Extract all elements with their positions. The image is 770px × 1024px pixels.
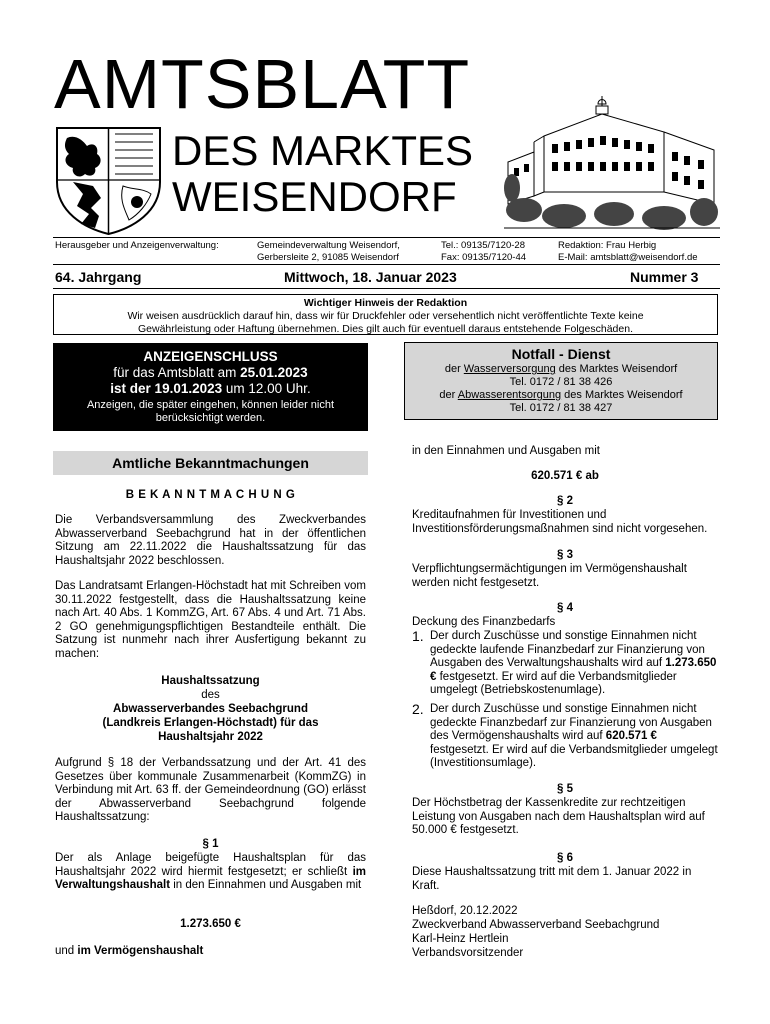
left-paragraph-3: Aufgrund § 18 der Verbandssatzung und der Art. 41 des Gesetzes über kommunale Zusammenarbeit (KommZG) in Verbindung mit Art. 63 ff. der Gemeindeordnung (GO) erlässt der Abwasserverband Seebachgrund folgende Haushaltssatzung:: [55, 757, 366, 823]
list-item-2-amount: 620.571 €: [605, 730, 657, 742]
imprint-address-line-2: Gerbersleite 2, 91085 Weisendorf: [257, 252, 399, 263]
coat-of-arms-image: [53, 124, 164, 236]
left-paragraph-4-text: Der als Anlage beigefügte Haushaltsplan für das Haushaltsjahr 2022 wird hiermit festgesetzt; er schließt: [55, 852, 366, 878]
imprint-email: E-Mail: amtsblatt@weisendorf.de: [558, 252, 698, 263]
ad-deadline-issue-date: 25.01.2023: [240, 365, 308, 380]
left-paragraph-4: [55, 852, 366, 893]
masthead-title: AMTSBLATT: [54, 45, 471, 123]
ad-deadline-line-2: [53, 365, 368, 381]
right-paragraph-4: Deckung des Finanzbedarfs: [412, 616, 556, 628]
statute-title-3: Abwasserverbandes Seebachgrund: [113, 703, 308, 715]
section-4-heading: § 4: [557, 602, 573, 614]
emergency-service-box: [404, 342, 718, 420]
left-paragraph-5-text: und: [55, 945, 78, 957]
emergency-sewage-phone: Tel. 0172 / 81 38 427: [509, 402, 613, 414]
ad-deadline-line-4: Anzeigen, die später eingehen, können leider nicht: [86, 399, 335, 411]
right-paragraph-3: Verpflichtungsermächtigungen im Vermögenshaushalt werden nicht festgesetzt.: [412, 563, 687, 589]
issue-volume: 64. Jahrgang: [55, 269, 142, 285]
emergency-water-suffix: des Marktes Weisendorf: [555, 363, 678, 375]
notice-line-1: Wir weisen ausdrücklich darauf hin, dass wir für Druckfehler oder versehentlich nicht veröffentlichte Texte keine: [127, 310, 644, 322]
amount-capital-budget: 620.571 € ab: [531, 470, 599, 482]
ad-deadline-heading: ANZEIGENSCHLUSS: [143, 349, 278, 364]
masthead-subtitle-1: DES MARKTES: [172, 127, 474, 174]
emergency-water-prefix: der: [444, 363, 464, 375]
statute-title-4: (Landkreis Erlangen-Höchstadt) für das: [102, 717, 319, 729]
imprint-fax: Fax: 09135/7120-44: [441, 252, 527, 263]
right-paragraph-1: in den Einnahmen und Ausgaben mit: [412, 445, 600, 457]
emergency-sewage-disposal: Abwasserentsorgung: [457, 389, 562, 401]
left-paragraph-4-end: in den Einnahmen und Ausgaben mit: [170, 879, 362, 891]
right-paragraph-6: Diese Haushaltssatzung tritt mit dem 1. Januar 2022 in Kraft.: [412, 866, 692, 892]
ad-deadline-line-3: [53, 381, 368, 397]
editorial-notice-box: [53, 294, 718, 335]
statute-title-5: Haushaltsjahr 2022: [158, 731, 263, 743]
right-paragraph-5: Der Höchstbetrag der Kassenkredite zur rechtzeitigen Leistung von Ausgaben nach dem Haushaltsplan wird auf 50.000 € festgesetzt.: [412, 797, 705, 836]
imprint-address-line-1: Gemeindeverwaltung Weisendorf,: [257, 240, 400, 251]
notice-heading: Wichtiger Hinweis der Redaktion: [303, 297, 468, 309]
signature-name: Karl-Heinz Hertlein: [412, 933, 509, 945]
ad-deadline-line-5: berücksichtigt werden.: [155, 412, 266, 424]
statute-title-1: Haushaltssatzung: [161, 675, 260, 687]
list-item-1-amount: 1.273.650 €: [430, 657, 717, 683]
imprint-tel: Tel.: 09135/7120-28: [441, 240, 525, 251]
signature-title: Verbandsvorsitzender: [412, 947, 524, 959]
section-2-heading: § 2: [557, 495, 573, 507]
section-6-heading: § 6: [557, 852, 573, 864]
emergency-sewage-suffix: des Marktes Weisendorf: [561, 389, 683, 401]
emergency-sewage-prefix: der: [439, 389, 458, 401]
left-paragraph-5-emphasis: im Vermögenshaushalt: [77, 945, 204, 957]
emergency-heading: Notfall - Dienst: [511, 346, 611, 362]
signature-organization: Zweckverband Abwasserverband Seebachgrund: [412, 919, 660, 931]
emergency-water-phone: Tel. 0172 / 81 38 426: [509, 376, 613, 388]
section-title: Amtliche Bekanntmachungen: [53, 451, 368, 475]
emergency-water-supply: Wasserversorgung: [463, 363, 556, 375]
signature-place-date: Heßdorf, 20.12.2022: [412, 905, 518, 917]
left-paragraph-2: Das Landratsamt Erlangen-Höchstadt hat mit Schreiben vom 30.11.2022 festgestellt, dass die Haushaltssatzung keine nach Art. 40 Abs. 1 KommZG, Art. 67 Abs. 4 und Art. 71 Abs. 2 GO genehmigungspflichtigen Bestandteile enthält. Die Satzung ist nunmehr nach ihrer Ausfertigung bekannt zu machen:: [55, 580, 366, 660]
section-3-heading: § 3: [557, 549, 573, 561]
castle-illustration-image: [504, 92, 720, 234]
left-paragraph-5: [55, 945, 366, 959]
masthead-rule: [53, 237, 720, 238]
left-paragraph-4-emphasis: im Verwaltungshaushalt: [55, 865, 366, 891]
emergency-water-line: [405, 363, 717, 376]
list-item-2-text: Der durch Zuschüsse und sonstige Einnahmen nicht gedeckte Finanzbedarf zur Finanzierung von Ausgaben des Vermögenshaushalts wird auf: [430, 703, 712, 742]
amount-administrative-budget: 1.273.650 €: [180, 918, 241, 930]
issue-date: Mittwoch, 18. Januar 2023: [284, 269, 457, 285]
emergency-sewage-line: [405, 389, 717, 402]
imprint-editor: Redaktion: Frau Herbig: [558, 240, 657, 251]
left-paragraph-1: Die Verbandsversammlung des Zweckverbandes Abwasserverband Seebachgrund hat in der öffentlichen Sitzung am 22.11.2022 die Haushaltssatzung für das Haushaltsjahr 2022 beschlossen.: [55, 514, 366, 567]
issue-rule: [53, 288, 720, 289]
ad-deadline-box: [53, 343, 368, 431]
list-item-1-end: festgesetzt. Er wird auf die Verbandsmitglieder umgelegt (Betriebskostenumlage).: [430, 670, 677, 696]
announcement-heading: B E K A N N T M A C H U N G: [125, 489, 296, 501]
ad-deadline-time: um 12.00 Uhr.: [222, 381, 311, 396]
notice-line-2: Gewährleistung oder Haftung übernehmen. Dies gilt auch für eventuell daraus entstehende Folgeschäden.: [138, 323, 633, 335]
list-item: [412, 630, 718, 698]
issue-number: Nummer 3: [630, 269, 699, 285]
section-5-heading: § 5: [557, 783, 573, 795]
list-item-number-2: 2.: [412, 701, 424, 717]
masthead-subtitle-2: WEISENDORF: [172, 173, 457, 220]
imprint-rule: [53, 264, 720, 265]
ad-deadline-line-2-text: für das Amtsblatt am: [113, 365, 241, 380]
list-item-1-text: Der durch Zuschüsse und sonstige Einnahmen nicht gedeckte laufende Finanzbedarf zur Finanzierung von Ausgaben des Verwaltungshaushalts wird auf: [430, 630, 705, 669]
list-item: [412, 703, 718, 771]
ad-deadline-date: ist der 19.01.2023: [110, 381, 223, 396]
statute-title-2: des: [201, 689, 220, 701]
section-1-heading: § 1: [202, 838, 219, 850]
right-paragraph-2: Kreditaufnahmen für Investitionen und Investitionsförderungsmaßnahmen sind nicht vorgesehen.: [412, 509, 708, 535]
imprint-publisher-label: Herausgeber und Anzeigenverwaltung:: [55, 240, 219, 251]
list-item-2-end: festgesetzt. Er wird auf die Verbandsmitglieder umgelegt (Investitionsumlage).: [430, 743, 718, 769]
list-item-number-1: 1.: [412, 628, 424, 644]
